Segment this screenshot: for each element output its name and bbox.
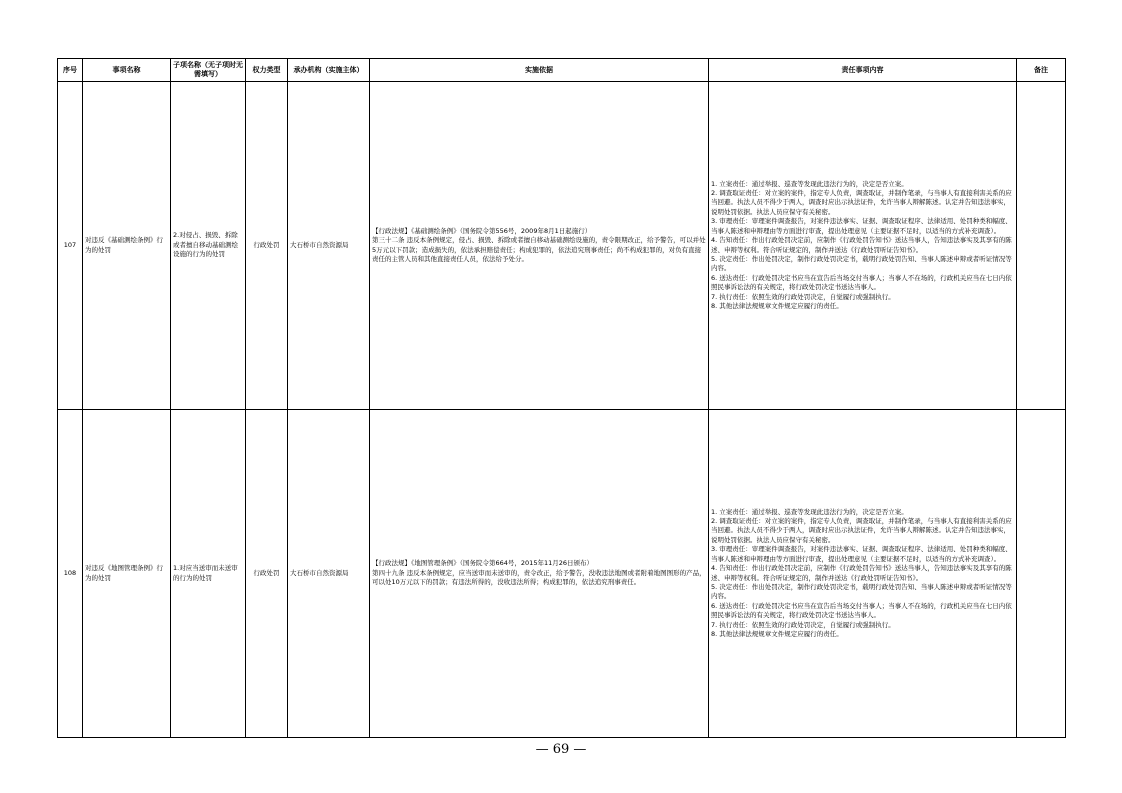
row-item-name: 对违反《基础测绘条例》行为的处罚 bbox=[83, 82, 171, 410]
table-header-row bbox=[58, 59, 1066, 82]
row-power-type: 行政处罚 bbox=[246, 82, 288, 410]
power-list-table bbox=[57, 58, 1066, 738]
row-power-type: 行政处罚 bbox=[246, 410, 288, 738]
table-row bbox=[58, 82, 1066, 410]
row-index: 108 bbox=[58, 410, 83, 738]
table-row bbox=[58, 410, 1066, 738]
row-subitem-name: 1.对应当送审而未送审的行为的处罚 bbox=[171, 410, 246, 738]
row-agency: 大石桥市自然资源局 bbox=[288, 410, 370, 738]
header-subitem-name: 子项名称（无子项时无需填写） bbox=[171, 59, 246, 82]
row-basis: 【行政法规】《地图管理条例》（国务院令第664号，2015年11月26日颁布） 第四十九条 违反本条例规定，应当送审而未送审的，责令改正，给予警告，没收违法地图或者附着地图图形的产品，可以处10万元以下的罚款；有违法所得的，没收违法所得；构成犯罪的，依法追究刑事责任。 bbox=[370, 410, 709, 738]
header-item-name: 事项名称 bbox=[83, 59, 171, 82]
row-subitem-name: 2.对侵占、损毁、拆除或者擅自移动基础测绘设施的行为的处罚 bbox=[171, 82, 246, 410]
row-agency: 大石桥市自然资源局 bbox=[288, 82, 370, 410]
header-remarks: 备注 bbox=[1017, 59, 1066, 82]
header-agency: 承办机构（实施主体） bbox=[288, 59, 370, 82]
row-basis: 【行政法规】《基础测绘条例》（国务院令第556号，2009年8月1日起施行） 第三十二条 违反本条例规定，侵占、损毁、拆除或者擅自移动基础测绘设施的，责令限期改正，给予警告，可以并处5万元以下罚款；造成损失的，依法承担赔偿责任；构成犯罪的，依法追究刑事责任；尚不构成犯罪的，对负有直接责任的主管人员和其他直接责任人员，依法给予处分。 bbox=[370, 82, 709, 410]
row-responsibility: 1. 立案责任：通过举报、巡查等发现此违法行为的，决定是否立案。 2. 调查取证责任：对立案的案件，指定专人负责，调查取证，并制作笔录，与当事人有直接利害关系的应当回避。执法人员不得少于两人，调查时应出示执法证件，允许当事人辩解陈述。认定并告知违法事实，说明处罚依据。执法人员应保守有关秘密。 3. 审理责任：审理案件调查报告，对案件违法事实、证据、调查取证程序、法律适用、处罚种类和幅度、当事人陈述和申辩理由等方面进行审查，提出处理意见（主要证据不足时，以适当的方式补充调查）。 4. 告知责任：作出行政处罚决定前，应制作《行政处罚告知书》送达当事人，告知违法事实及其享有的陈述、申辩等权利。符合听证规定的，制作并送达《行政处罚听证告知书》。 5. 决定责任：作出处罚决定，制作行政处罚决定书，载明行政处罚告知、当事人陈述申辩或者听证情况等内容。 6. 送达责任：行政处罚决定书应当在宣告后当场交付当事人；当事人不在场的，行政机关应当在七日内依照民事诉讼法的有关规定，将行政处罚决定书送达当事人。 7. 执行责任：依照生效的行政处罚决定，自觉履行或强制执行。 8. 其他法律法规规章文件规定应履行的责任。 bbox=[709, 82, 1017, 410]
row-remarks bbox=[1017, 410, 1066, 738]
row-remarks bbox=[1017, 82, 1066, 410]
header-index: 序号 bbox=[58, 59, 83, 82]
row-item-name: 对违反《地图管理条例》行为的处罚 bbox=[83, 410, 171, 738]
header-basis: 实施依据 bbox=[370, 59, 709, 82]
row-index: 107 bbox=[58, 82, 83, 410]
page-number: — 69 — bbox=[535, 742, 587, 757]
row-responsibility: 1. 立案责任：通过举报、巡查等发现此违法行为的，决定是否立案。 2. 调查取证责任：对立案的案件，指定专人负责，调查取证，并制作笔录，与当事人有直接利害关系的应当回避。执法人员不得少于两人，调查时应出示执法证件，允许当事人辩解陈述。认定并告知违法事实，说明处罚依据。执法人员应保守有关秘密。 3. 审理责任：审理案件调查报告，对案件违法事实、证据、调查取证程序、法律适用、处罚种类和幅度、当事人陈述和申辩理由等方面进行审查，提出处理意见（主要证据不足时，以适当的方式补充调查）。 4. 告知责任：作出行政处罚决定前，应制作《行政处罚告知书》送达当事人，告知违法事实及其享有的陈述、申辩等权利。符合听证规定的，制作并送达《行政处罚听证告知书》。 5. 决定责任：作出处罚决定，制作行政处罚决定书，载明行政处罚告知、当事人陈述申辩或者听证情况等内容。 6. 送达责任：行政处罚决定书应当在宣告后当场交付当事人；当事人不在场的，行政机关应当在七日内依照民事诉讼法的有关规定，将行政处罚决定书送达当事人。 7. 执行责任：依照生效的行政处罚决定，自觉履行或强制执行。 8. 其他法律法规规章文件规定应履行的责任。 bbox=[709, 410, 1017, 738]
header-responsibility: 责任事项内容 bbox=[709, 59, 1017, 82]
header-power-type: 权力类型 bbox=[246, 59, 288, 82]
